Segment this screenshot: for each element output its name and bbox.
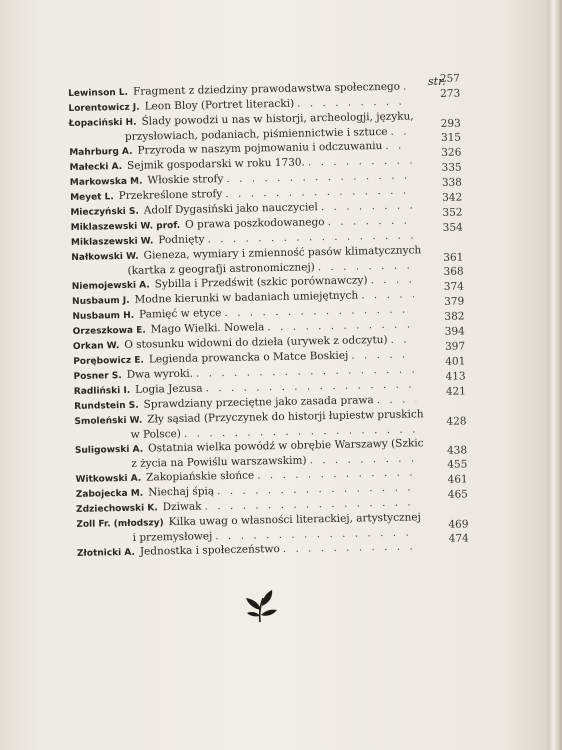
entry-title: Jednostka i społeczeństwo bbox=[139, 543, 280, 558]
author-name: Małecki A. bbox=[69, 161, 123, 173]
author-name: Witkowski A. bbox=[75, 473, 142, 485]
page-number: 273 bbox=[440, 87, 461, 100]
entry-title: Fragment z dziedziny prawodawstwa społecznego bbox=[132, 80, 401, 98]
page-number: 401 bbox=[445, 355, 466, 368]
entry-title: z życia na Powiślu warszawskim) bbox=[131, 454, 307, 470]
page-number: 474 bbox=[448, 532, 469, 545]
entry-title: Ślady powodzi u nas w historji, archeologji, języku, bbox=[141, 110, 414, 128]
page-number: 461 bbox=[447, 473, 468, 486]
page-number: 455 bbox=[447, 458, 468, 471]
entry-title: Dziwak bbox=[162, 500, 202, 514]
dot-leader bbox=[361, 287, 414, 302]
entry-title: Podnięty bbox=[158, 233, 205, 247]
entry-title: Legienda prowancka o Matce Boskiej bbox=[148, 349, 349, 366]
page-number: 293 bbox=[440, 117, 461, 130]
page-number: 257 bbox=[439, 72, 461, 85]
author-name: Suligowski A. bbox=[74, 444, 144, 456]
page-number: 354 bbox=[442, 221, 463, 234]
page-number: 315 bbox=[440, 131, 462, 144]
entry-title: Włoskie strofy bbox=[147, 173, 224, 187]
author-name: Niemojewski A. bbox=[71, 280, 150, 292]
page-number: 338 bbox=[441, 176, 463, 189]
page-number: 382 bbox=[444, 310, 465, 323]
entry-title: O prawa poszkodowanego bbox=[184, 216, 325, 231]
page-number: 352 bbox=[442, 206, 463, 219]
page-number: 326 bbox=[441, 146, 462, 159]
entry-title: Gieneza, wymiary i zmienność pasów klimatycznych bbox=[143, 244, 422, 262]
dot-leader bbox=[351, 347, 415, 362]
entry-title: przysłowiach, podaniach, piśmiennictwie i sztuce bbox=[124, 125, 388, 143]
author-name: Meyet L. bbox=[70, 192, 114, 203]
dot-leader bbox=[321, 198, 413, 214]
dot-leader bbox=[267, 317, 415, 334]
author-name: Lewinson L. bbox=[68, 87, 129, 99]
page-number: 413 bbox=[445, 370, 466, 383]
page-number: 438 bbox=[446, 444, 468, 457]
entry-title: Kilka uwag o własności literackiej, artystycznej bbox=[168, 511, 421, 529]
author-name: Miklaszewski W. bbox=[70, 236, 154, 248]
dot-leader bbox=[370, 272, 414, 287]
author-name: Zdziechowski K. bbox=[76, 503, 158, 515]
page-number: 374 bbox=[443, 280, 465, 293]
page-number: 368 bbox=[443, 265, 464, 278]
page-number: 421 bbox=[445, 385, 467, 398]
entry-title: w Polsce) bbox=[130, 427, 182, 441]
entry-title: (kartka z geografji astronomicznej) bbox=[127, 261, 315, 277]
author-name: Nusbaum H. bbox=[72, 310, 135, 322]
author-name: Zabojecka M. bbox=[75, 488, 144, 500]
leaf-sprig-icon bbox=[244, 588, 278, 624]
page-number: 335 bbox=[441, 161, 462, 174]
page-number: 469 bbox=[448, 518, 469, 531]
entry-title: Przekreślone strofy bbox=[118, 188, 223, 203]
dot-leader bbox=[377, 392, 417, 407]
page-number: 379 bbox=[444, 295, 465, 308]
entry-title: Logia Jezusa bbox=[135, 382, 203, 396]
author-name: Orzeszkowa E. bbox=[72, 325, 146, 337]
entry-title: i przemysłowej bbox=[132, 530, 213, 544]
author-name: Lorentowicz J. bbox=[68, 102, 140, 114]
dot-leader bbox=[390, 124, 411, 138]
author-name: Markowska M. bbox=[69, 176, 143, 188]
author-name: Nusbaum J. bbox=[72, 295, 130, 307]
page-number: 394 bbox=[444, 325, 465, 338]
dot-leader bbox=[283, 539, 419, 556]
entry-title: Ostatnia wielka powódź w obrębie Warszawy (Szkic bbox=[147, 437, 424, 455]
entry-title: Adolf Dygasiński jako nauczyciel bbox=[143, 201, 318, 217]
author-name: Orkan W. bbox=[72, 341, 120, 352]
author-name: Posner S. bbox=[73, 371, 122, 382]
page-number: 397 bbox=[444, 340, 466, 353]
author-name: Radliński I. bbox=[73, 385, 131, 397]
entry-title: Niechaj śpią bbox=[148, 485, 215, 499]
table-of-contents bbox=[68, 72, 469, 561]
page-edge bbox=[548, 0, 562, 750]
dot-leader bbox=[390, 332, 415, 346]
author-name: Porębowicz E. bbox=[73, 355, 145, 367]
entry-title: Zakopiańskie słońce bbox=[146, 469, 255, 484]
dot-leader bbox=[403, 79, 410, 93]
entry-title: O stosunku widowni do dzieła (urywek z odczytu) bbox=[124, 333, 388, 351]
author-name: Złotnicki A. bbox=[76, 547, 136, 559]
author-name: Łopaciński H. bbox=[68, 117, 137, 129]
author-name: Mieczyński S. bbox=[70, 206, 139, 218]
entry-title: Sprawdziany przeciętne jako zasada prawa bbox=[143, 394, 374, 411]
author-name: Zoll Fr. (młodszy) bbox=[76, 518, 164, 530]
entry-title: Zły sąsiad (Przyczynek do historji łupiestw pruskich bbox=[147, 408, 424, 426]
entry-title: Przyroda w naszym pojmowaniu i odczuwaniu bbox=[137, 139, 383, 157]
page-number: 361 bbox=[443, 251, 464, 264]
entry-title: Leon Bloy (Portret literacki) bbox=[144, 97, 295, 113]
author-name: Rundstein S. bbox=[74, 400, 139, 412]
dot-leader bbox=[385, 138, 411, 152]
author-name: Smoleński W. bbox=[74, 415, 143, 427]
author-name: Nałkowski W. bbox=[71, 251, 139, 263]
entry-title: Modne kierunki w badaniach umiejętnych bbox=[134, 289, 359, 306]
page-number: 465 bbox=[447, 488, 469, 501]
author-name: Mahrburg A. bbox=[69, 146, 133, 158]
page-column-label: str. bbox=[428, 75, 446, 88]
dot-leader bbox=[308, 153, 412, 169]
entry-title: Dwa wyroki. bbox=[126, 367, 194, 381]
dot-leader bbox=[327, 213, 412, 229]
dot-leader bbox=[297, 94, 411, 110]
page-number: 428 bbox=[446, 415, 467, 428]
entry-title: Sybilla i Przedświt (szkic porównawczy) bbox=[154, 274, 368, 291]
entry-title: Mago Wielki. Nowela bbox=[150, 321, 265, 336]
author-name: Miklaszewski W. prof. bbox=[70, 220, 181, 233]
page-number: 342 bbox=[442, 191, 463, 204]
entry-title: Pamięć w etyce bbox=[138, 307, 222, 321]
entry-title: Sejmik gospodarski w roku 1730. bbox=[127, 156, 306, 172]
